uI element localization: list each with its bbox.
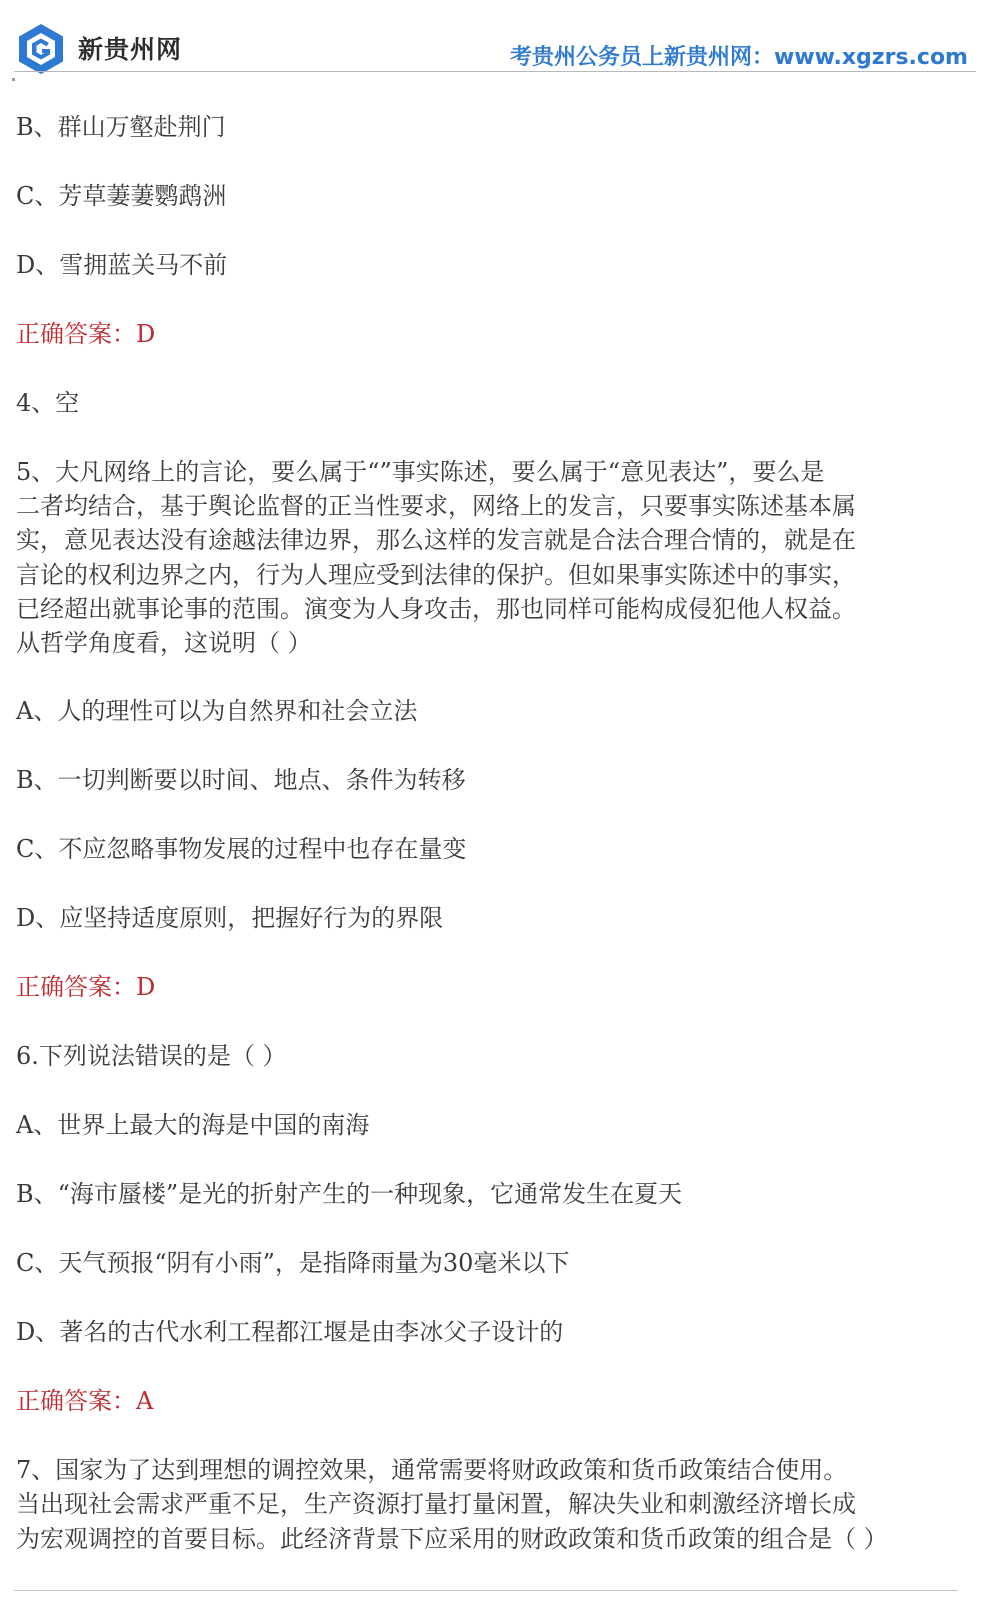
- question-content: [16, 110, 966, 1556]
- q3-option-d: D、雪拥蓝关马不前: [16, 251, 228, 279]
- q7-stem-line: 为宏观调控的首要目标。此经济背景下应采用的财政政策和货币政策的组合是（ ）: [16, 1524, 888, 1553]
- q3-option-b: B、群山万壑赴荆门: [16, 113, 226, 141]
- q5-stem-line: 二者均结合，基于舆论监督的正当性要求，网络上的发言，只要事实陈述基本属: [16, 492, 856, 521]
- q5-option-d: D、应坚持适度原则，把握好行为的界限: [16, 904, 444, 933]
- q7-stem: [16, 1453, 966, 1556]
- q6-option-d: D、著名的古代水利工程都江堰是由李冰父子设计的: [16, 1318, 564, 1347]
- q5-stem-line: 从哲学角度看，这说明（ ）: [16, 629, 312, 658]
- q6-option-a: A、世界上最大的海是中国的南海: [16, 1111, 370, 1140]
- header-dot: [12, 78, 15, 81]
- q7-stem-line: 7、国家为了达到理想的调控效果，通常需要将财政政策和货币政策结合使用。: [16, 1456, 848, 1485]
- q6-option-b: B、“海市蜃楼”是光的折射产生的一种现象，它通常发生在夏天: [16, 1180, 683, 1209]
- q5-stem-line: 实，意见表达没有途越法律边界，那么这样的发言就是合法合理合情的，就是在: [16, 526, 856, 555]
- page-header: [0, 0, 988, 80]
- footer-divider: [14, 1590, 958, 1591]
- q5-stem-line: 言论的权利边界之内，行为人理应受到法律的保护。但如果事实陈述中的事实，: [16, 560, 856, 589]
- q3-answer: 正确答案：D: [16, 320, 156, 348]
- header-slogan: 考贵州公务员上新贵州网：www.xgzrs.com: [509, 45, 968, 70]
- header-divider: [14, 71, 976, 72]
- q5-stem-line: 5、大凡网络上的言论，要么属于“”事实陈述，要么属于“意见表达”，要么是: [16, 458, 825, 486]
- q5-option-a: A、人的理性可以为自然界和社会立法: [16, 697, 418, 726]
- q5-stem-line: 已经超出就事论事的范围。演变为人身攻击，那也同样可能构成侵犯他人权益。: [16, 594, 856, 623]
- q6-option-c: C、天气预报“阴有小雨”，是指降雨量为30毫米以下: [16, 1249, 570, 1278]
- q6-answer: 正确答案：A: [16, 1387, 154, 1416]
- q5-stem: [16, 455, 966, 660]
- q5-option-c: C、不应忽略事物发展的过程中也存在量变: [16, 835, 467, 864]
- logo-icon: [14, 22, 68, 76]
- q5-answer: 正确答案：D: [16, 973, 156, 1002]
- q3-option-c: C、芳草萋萋鹦鹉洲: [16, 182, 227, 210]
- q5-option-b: B、一切判断要以时间、地点、条件为转移: [16, 766, 466, 795]
- q6-stem: 6.下列说法错误的是（ ）: [16, 1042, 287, 1071]
- q7-stem-line: 当出现社会需求严重不足，生产资源打量打量闲置，解决失业和刺激经济增长成: [16, 1490, 856, 1519]
- site-logo-text: 新贵州网: [78, 35, 183, 64]
- q4-text: 4、空: [16, 389, 80, 417]
